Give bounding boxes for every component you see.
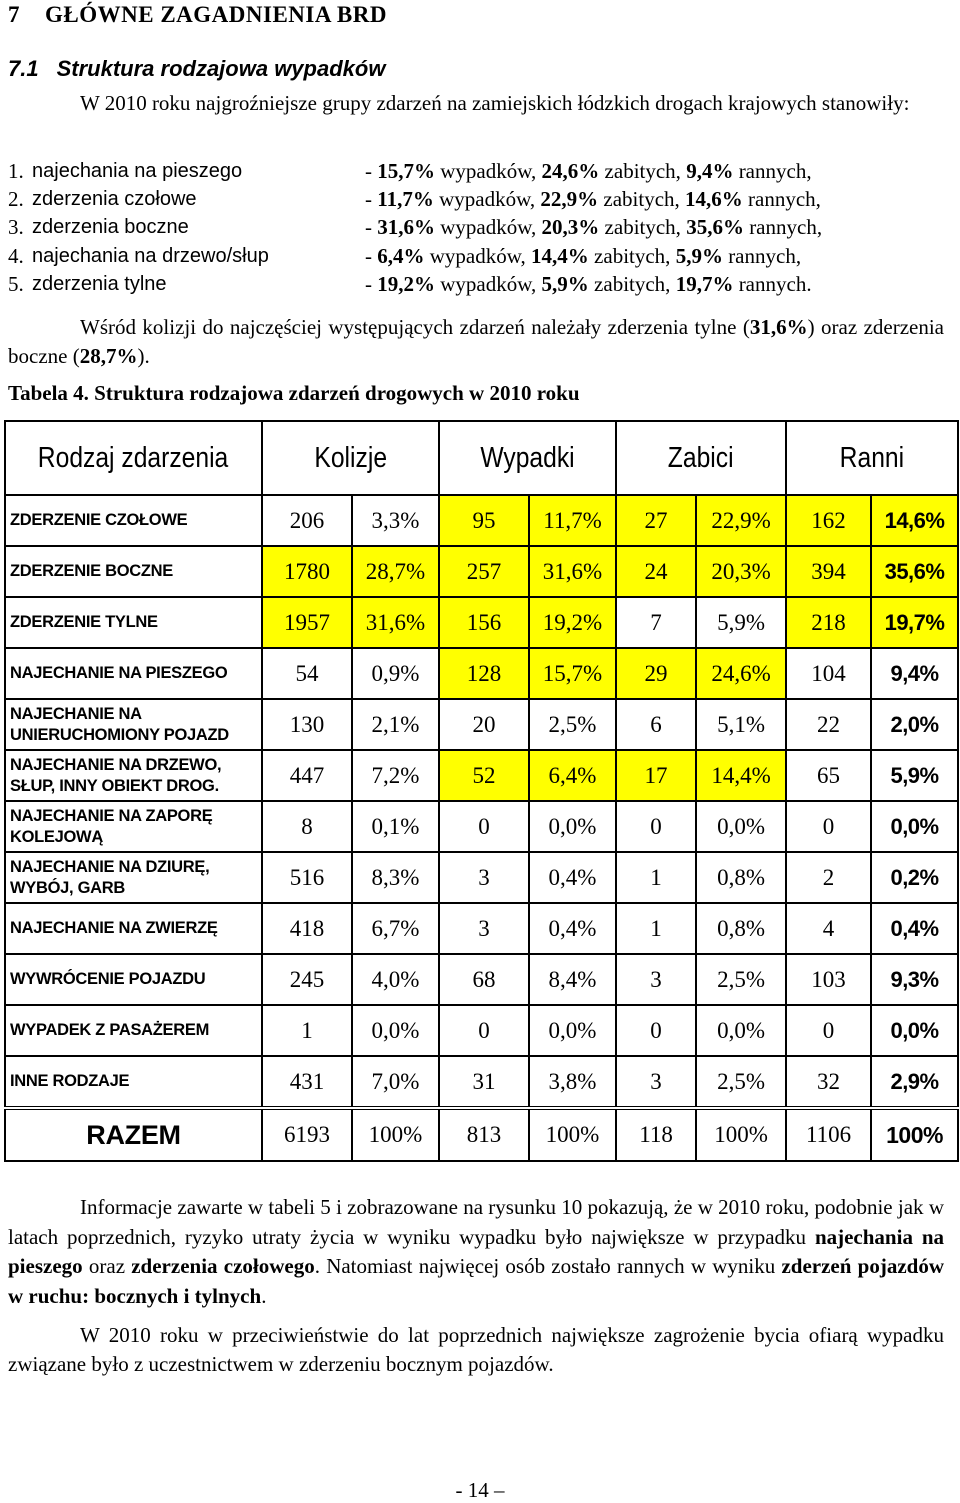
total-accidents-pct: 100%	[529, 1108, 616, 1161]
cell-injured-pct: 14,6%	[871, 495, 958, 546]
summary-text-4: .	[261, 1283, 267, 1308]
cell-injured-count: 0	[786, 1005, 871, 1056]
table-row	[5, 903, 958, 954]
cell-accidents-count: 95	[439, 495, 529, 546]
total-killed-count: 118	[616, 1108, 696, 1161]
cell-accidents-count: 3	[439, 903, 529, 954]
cell-collisions-count: 1	[262, 1005, 352, 1056]
summary-paragraph	[8, 1193, 944, 1311]
cell-accidents-count: 0	[439, 801, 529, 852]
cell-collisions-pct: 31,6%	[352, 597, 439, 648]
cell-accidents-pct: 6,4%	[529, 750, 616, 801]
cell-accidents-pct: 31,6%	[529, 546, 616, 597]
list-item-stats: - 31,6% wypadków, 20,3% zabitych, 35,6% rannych,	[365, 215, 823, 240]
cell-accidents-count: 0	[439, 1005, 529, 1056]
table-row	[5, 495, 958, 546]
cell-event-type: NAJECHANIE NA ZAPORĘ KOLEJOWĄ	[5, 801, 262, 852]
cell-accidents-count: 68	[439, 954, 529, 1005]
cell-killed-count: 24	[616, 546, 696, 597]
cell-killed-pct: 0,8%	[696, 903, 786, 954]
cell-injured-count: 394	[786, 546, 871, 597]
table-total-row	[5, 1108, 958, 1161]
cell-event-type: NAJECHANIE NA PIESZEGO	[5, 648, 262, 699]
list-item-number: 1.	[8, 159, 24, 183]
header-collisions: Kolizje	[262, 421, 439, 495]
summary-text-3: . Natomiast najwięcej osób zostało rannych w wyniku	[314, 1254, 782, 1278]
cell-injured-count: 22	[786, 699, 871, 750]
cell-injured-pct: 5,9%	[871, 750, 958, 801]
cell-killed-pct: 24,6%	[696, 648, 786, 699]
cell-collisions-count: 1957	[262, 597, 352, 648]
cell-collisions-count: 516	[262, 852, 352, 903]
total-collisions-count: 6193	[262, 1108, 352, 1161]
summary-text-1: Informacje zawarte w tabeli 5 i zobrazowane na rysunku 10 pokazują, że w 2010 roku, podobnie jak w latach poprzednich, ryzyko utraty życia w wyniku wypadku było największe w przypadku	[8, 1195, 944, 1249]
cell-killed-count: 29	[616, 648, 696, 699]
list-item-stats: - 19,2% wypadków, 5,9% zabitych, 19,7% rannych.	[365, 271, 812, 296]
cell-killed-pct: 20,3%	[696, 546, 786, 597]
table-row	[5, 750, 958, 801]
cell-killed-pct: 14,4%	[696, 750, 786, 801]
cell-injured-count: 2	[786, 852, 871, 903]
closing-text: W 2010 roku w przeciwieństwie do lat poprzednich największe zagrożenie bycia ofiarą wypadku związane było z uczestnictwem w zderzeniu bocznym pojazdów.	[8, 1323, 944, 1376]
cell-killed-pct: 5,1%	[696, 699, 786, 750]
cell-killed-pct: 0,0%	[696, 801, 786, 852]
cell-event-type: INNE RODZAJE	[5, 1056, 262, 1108]
cell-injured-count: 218	[786, 597, 871, 648]
table-row	[5, 699, 958, 750]
cell-accidents-pct: 19,2%	[529, 597, 616, 648]
collisions-value-2: 28,7%	[79, 344, 138, 368]
cell-killed-count: 1	[616, 903, 696, 954]
closing-paragraph	[8, 1321, 944, 1379]
cell-collisions-pct: 0,9%	[352, 648, 439, 699]
cell-event-type: NAJECHANIE NA UNIERUCHOMIONY POJAZD	[5, 699, 262, 750]
cell-collisions-pct: 0,1%	[352, 801, 439, 852]
table-row	[5, 546, 958, 597]
cell-accidents-pct: 3,8%	[529, 1056, 616, 1108]
cell-collisions-count: 1780	[262, 546, 352, 597]
summary-text-2: oraz	[82, 1254, 132, 1278]
list-item-label: najechania na pieszego	[32, 160, 243, 182]
total-accidents-count: 813	[439, 1108, 529, 1161]
cell-injured-count: 32	[786, 1056, 871, 1108]
cell-event-type: NAJECHANIE NA DRZEWO, SŁUP, INNY OBIEKT DROG.	[5, 750, 262, 801]
cell-collisions-count: 54	[262, 648, 352, 699]
header-event-type: Rodzaj zdarzenia	[5, 421, 262, 495]
chapter-title: GŁÓWNE ZAGADNIENIA BRD	[45, 2, 387, 27]
chapter-heading	[8, 2, 387, 28]
cell-accidents-count: 257	[439, 546, 529, 597]
cell-event-type: WYWRÓCENIE POJAZDU	[5, 954, 262, 1005]
cell-accidents-count: 20	[439, 699, 529, 750]
cell-injured-pct: 0,0%	[871, 1005, 958, 1056]
table-row	[5, 954, 958, 1005]
section-number: 7.1	[8, 56, 39, 81]
chapter-number: 7	[8, 2, 20, 27]
cell-event-type: NAJECHANIE NA DZIURĘ, WYBÓJ, GARB	[5, 852, 262, 903]
cell-killed-count: 3	[616, 1056, 696, 1108]
cell-accidents-pct: 0,4%	[529, 903, 616, 954]
cell-collisions-count: 447	[262, 750, 352, 801]
list-item-label: zderzenia tylne	[32, 272, 167, 295]
cell-killed-pct: 0,0%	[696, 1005, 786, 1056]
cell-killed-count: 17	[616, 750, 696, 801]
cell-collisions-pct: 0,0%	[352, 1005, 439, 1056]
cell-collisions-pct: 3,3%	[352, 495, 439, 546]
cell-injured-count: 0	[786, 801, 871, 852]
list-item-label: najechania na drzewo/słup	[32, 244, 269, 267]
collisions-text-1: Wśród kolizji do najczęściej występujących zdarzeń należały zderzenia tylne (	[80, 315, 750, 339]
cell-injured-count: 103	[786, 954, 871, 1005]
cell-injured-pct: 35,6%	[871, 546, 958, 597]
cell-killed-count: 3	[616, 954, 696, 1005]
list-item	[8, 242, 948, 270]
cell-event-type: ZDERZENIE BOCZNE	[5, 546, 262, 597]
list-item	[8, 157, 948, 185]
list-item-stats: - 6,4% wypadków, 14,4% zabitych, 5,9% rannych,	[365, 243, 802, 268]
list-item-number: 4.	[8, 243, 24, 268]
cell-accidents-pct: 0,4%	[529, 852, 616, 903]
list-item	[8, 213, 948, 241]
cell-collisions-count: 130	[262, 699, 352, 750]
list-item-number: 2.	[8, 187, 24, 212]
header-accidents: Wypadki	[439, 421, 616, 495]
cell-killed-count: 0	[616, 1005, 696, 1056]
cell-killed-count: 0	[616, 801, 696, 852]
cell-injured-pct: 0,4%	[871, 903, 958, 954]
list-item-label: zderzenia boczne	[32, 216, 189, 239]
cell-injured-pct: 9,3%	[871, 954, 958, 1005]
total-injured-count: 1106	[786, 1108, 871, 1161]
cell-collisions-pct: 28,7%	[352, 546, 439, 597]
cell-accidents-count: 156	[439, 597, 529, 648]
cell-killed-pct: 2,5%	[696, 954, 786, 1005]
list-item-label: zderzenia czołowe	[32, 188, 197, 211]
cell-collisions-pct: 7,2%	[352, 750, 439, 801]
table-row	[5, 801, 958, 852]
cell-accidents-pct: 2,5%	[529, 699, 616, 750]
collisions-text-2: ) oraz zderzenia boczne (	[8, 315, 945, 368]
table-header-row	[5, 421, 958, 495]
page-number: - 14 –	[455, 1478, 505, 1502]
table-row	[5, 1005, 958, 1056]
cell-injured-pct: 2,0%	[871, 699, 958, 750]
cell-collisions-pct: 2,1%	[352, 699, 439, 750]
cell-accidents-pct: 8,4%	[529, 954, 616, 1005]
table-row	[5, 852, 958, 903]
cell-injured-count: 65	[786, 750, 871, 801]
list-item	[8, 270, 948, 298]
cell-accidents-count: 52	[439, 750, 529, 801]
cell-collisions-count: 418	[262, 903, 352, 954]
cell-killed-count: 6	[616, 699, 696, 750]
section-title: Struktura rodzajowa wypadków	[56, 56, 386, 81]
accident-groups-list	[8, 157, 948, 298]
list-item-stats: - 15,7% wypadków, 24,6% zabitych, 9,4% rannych,	[365, 159, 812, 183]
intro-text: W 2010 roku najgroźniejsze grupy zdarzeń na zamiejskich łódzkich drogach krajowych stanowiły:	[80, 91, 910, 115]
cell-injured-pct: 9,4%	[871, 648, 958, 699]
cell-injured-pct: 0,0%	[871, 801, 958, 852]
cell-event-type: ZDERZENIE CZOŁOWE	[5, 495, 262, 546]
cell-accidents-pct: 11,7%	[529, 495, 616, 546]
cell-event-type: ZDERZENIE TYLNE	[5, 597, 262, 648]
cell-collisions-pct: 6,7%	[352, 903, 439, 954]
cell-accidents-pct: 0,0%	[529, 1005, 616, 1056]
total-label: RAZEM	[5, 1108, 262, 1161]
cell-killed-count: 7	[616, 597, 696, 648]
cell-injured-pct: 0,2%	[871, 852, 958, 903]
header-injured: Ranni	[786, 421, 958, 495]
cell-killed-pct: 0,8%	[696, 852, 786, 903]
table-row	[5, 1056, 958, 1108]
cell-killed-count: 27	[616, 495, 696, 546]
cell-killed-pct: 5,9%	[696, 597, 786, 648]
header-killed: Zabici	[616, 421, 786, 495]
cell-accidents-pct: 15,7%	[529, 648, 616, 699]
list-item	[8, 185, 948, 213]
cell-collisions-pct: 7,0%	[352, 1056, 439, 1108]
total-collisions-pct: 100%	[352, 1108, 439, 1161]
table-caption	[8, 381, 580, 406]
total-killed-pct: 100%	[696, 1108, 786, 1161]
cell-collisions-pct: 4,0%	[352, 954, 439, 1005]
table-row	[5, 648, 958, 699]
cell-accidents-count: 3	[439, 852, 529, 903]
accident-structure-table	[4, 420, 959, 1162]
cell-collisions-count: 245	[262, 954, 352, 1005]
cell-accidents-pct: 0,0%	[529, 801, 616, 852]
cell-killed-pct: 2,5%	[696, 1056, 786, 1108]
table-caption-label: Tabela 4.	[8, 381, 89, 405]
cell-injured-pct: 19,7%	[871, 597, 958, 648]
list-item-number: 5.	[8, 271, 24, 296]
cell-injured-pct: 2,9%	[871, 1056, 958, 1108]
table-caption-title: Struktura rodzajowa zdarzeń drogowych w 2010 roku	[94, 381, 580, 405]
intro-paragraph	[8, 89, 944, 118]
cell-killed-pct: 22,9%	[696, 495, 786, 546]
cell-collisions-pct: 8,3%	[352, 852, 439, 903]
cell-collisions-count: 206	[262, 495, 352, 546]
cell-event-type: WYPADEK Z PASAŻEREM	[5, 1005, 262, 1056]
cell-collisions-count: 431	[262, 1056, 352, 1108]
summary-bold-3: zderzeń pojazdów w ruchu: bocznych i tylnych	[8, 1254, 944, 1308]
cell-accidents-count: 31	[439, 1056, 529, 1108]
section-heading	[8, 56, 385, 82]
collisions-text-3: ).	[137, 344, 150, 368]
cell-injured-count: 4	[786, 903, 871, 954]
collisions-value-1: 31,6%	[749, 315, 808, 339]
cell-injured-count: 162	[786, 495, 871, 546]
cell-killed-count: 1	[616, 852, 696, 903]
collisions-paragraph	[8, 313, 944, 371]
summary-bold-1: najechania na pieszego	[8, 1224, 945, 1278]
list-item-stats: - 11,7% wypadków, 22,9% zabitych, 14,6% rannych,	[365, 187, 821, 212]
table-row	[5, 597, 958, 648]
cell-event-type: NAJECHANIE NA ZWIERZĘ	[5, 903, 262, 954]
cell-injured-count: 104	[786, 648, 871, 699]
list-item-number: 3.	[8, 215, 24, 240]
cell-accidents-count: 128	[439, 648, 529, 699]
total-injured-pct: 100%	[871, 1108, 958, 1161]
summary-bold-2: zderzenia czołowego	[131, 1254, 315, 1278]
cell-collisions-count: 8	[262, 801, 352, 852]
